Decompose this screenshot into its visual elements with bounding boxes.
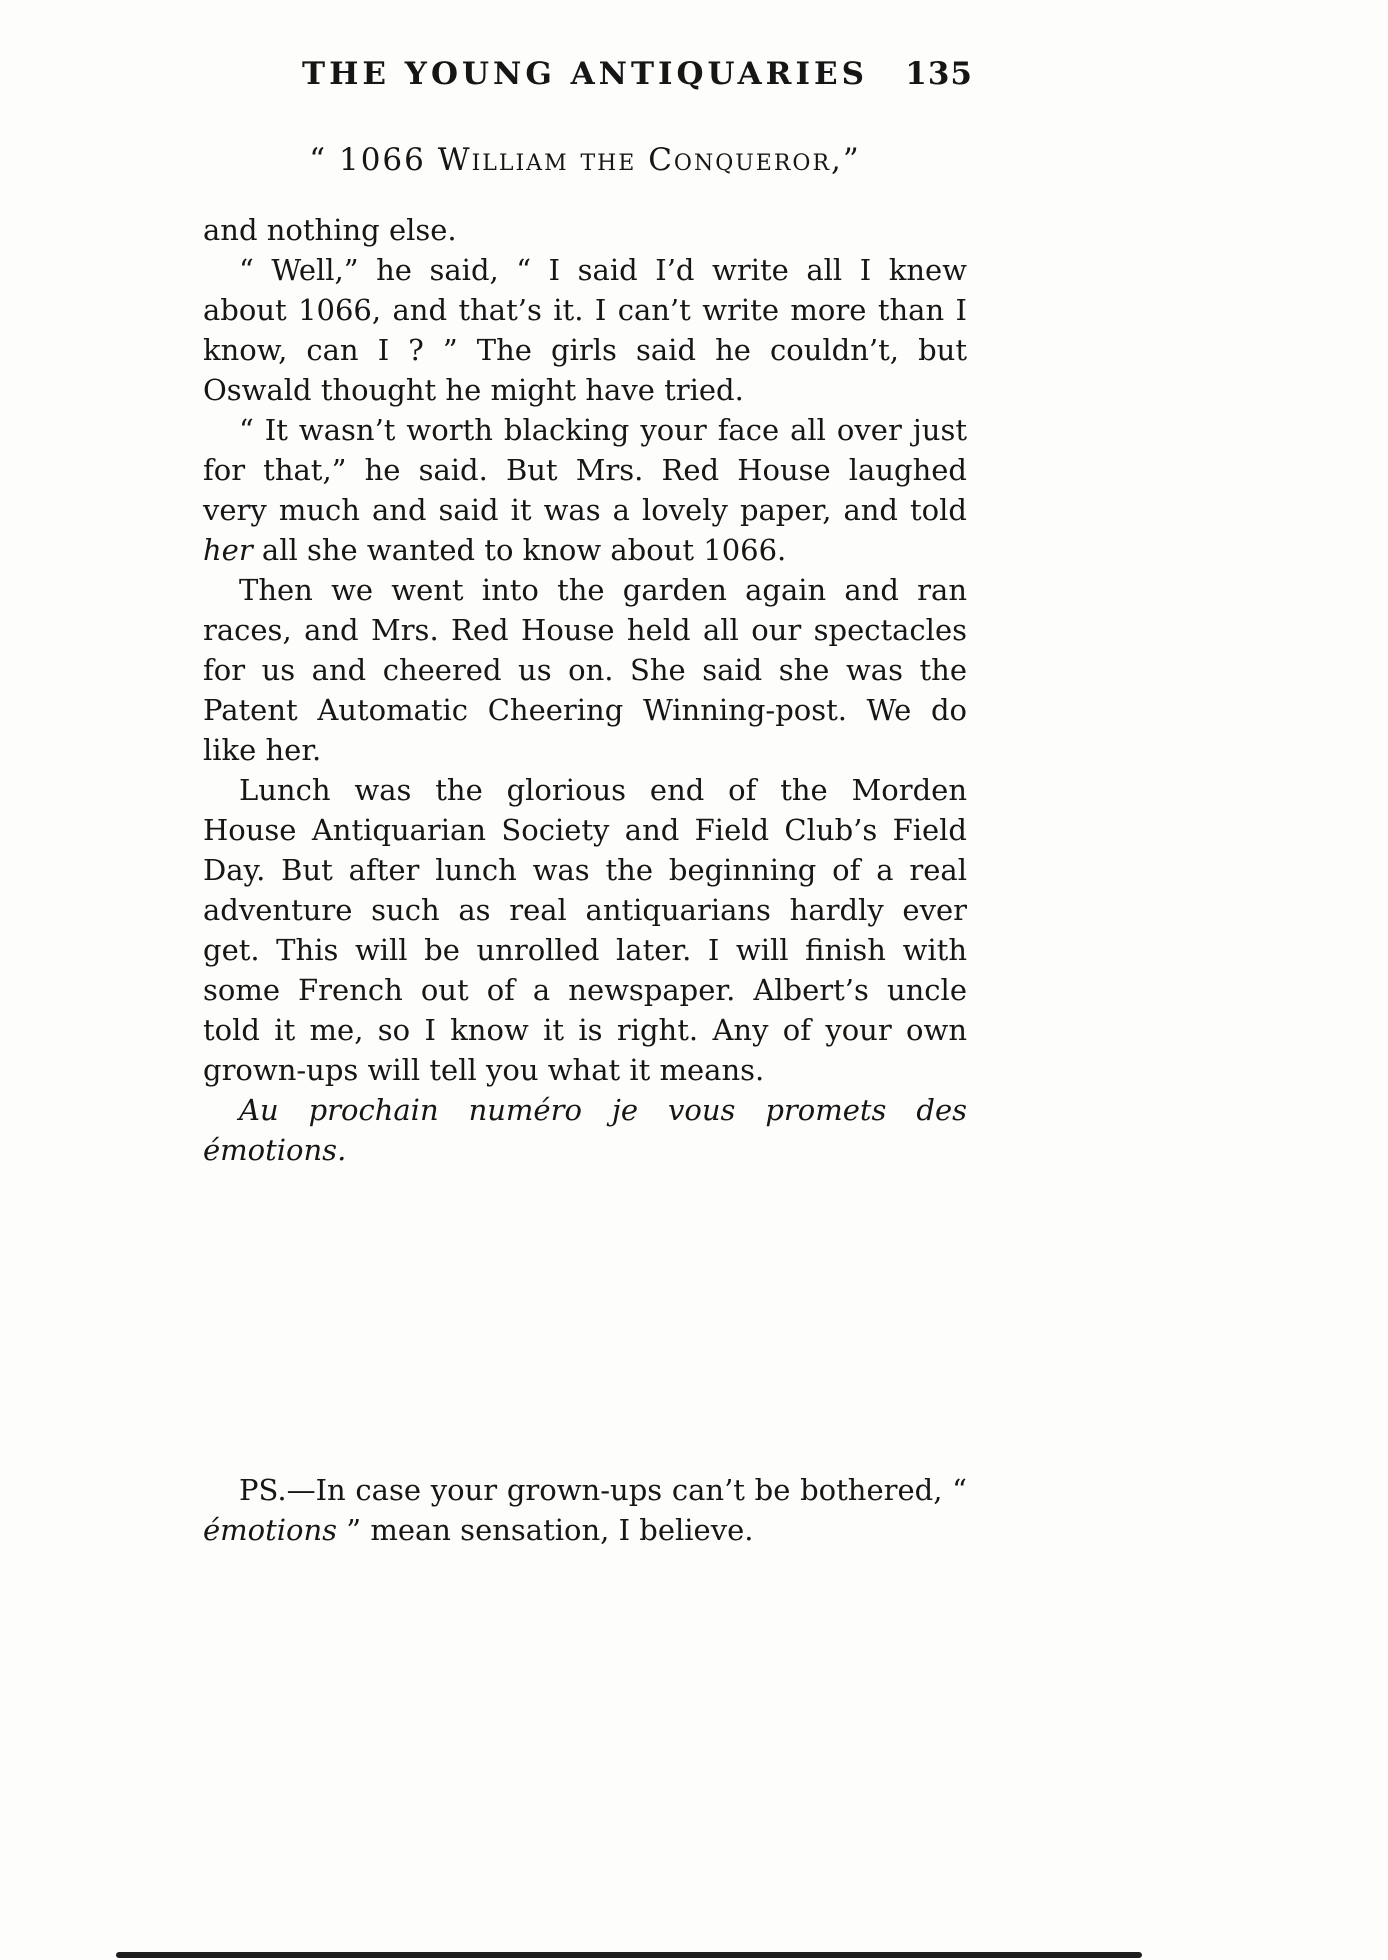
running-title: THE YOUNG ANTIQUARIES [302,56,868,92]
page-number: 135 [905,56,973,92]
text-run: Then we went into the garden again and ran races, and Mrs. Red House held all our spectacles for us and cheered us on. She said she was the Patent Automatic Cheering Winning-post. We do like her. [203,573,967,767]
paragraph [203,1470,967,1550]
text-run: all she wanted to know about 1066. [252,533,787,567]
text-run: Lunch was the glorious end of the Morden House Antiquarian Society and Field Club’s Field Day. But after lunch was the beginning of a real adventure such as real antiquarians hardly ever get. This will be unrolled later. I will finish with some French out of a newspaper. Albert’s uncle told it me, so I know it is right. Any of your own grown-ups will tell you what it means. [203,773,967,1087]
page-header [203,56,973,92]
paragraph [203,250,967,410]
scan-edge-line [116,1952,1142,1958]
paragraph [203,570,967,770]
paragraph [203,770,967,1090]
paragraph [203,1090,967,1170]
text-run: and nothing else. [203,213,457,247]
paragraph [203,410,967,570]
text-run: “ It wasn’t worth blacking your face all over just for that,” he said. But Mrs. Red House laughed very much and said it was a lovely paper, and told [203,413,967,527]
paragraph [203,210,967,250]
italic-run: her [203,533,253,567]
text-run: “ Well,” he said, “ I said I’d write all I knew about 1066, and that’s it. I can’t write more than I know, can I ? ” The girls said he couldn’t, but Oswald thought he might have tried. [203,253,967,407]
text-run: PS.—In case your grown-ups can’t be bothered, “ [239,1473,967,1507]
italic-run: Au prochain numéro je vous promets des émotions. [203,1093,967,1167]
italic-run: émotions [203,1513,338,1547]
section-heading: “ 1066 William the Conqueror,” [309,142,861,178]
text-run: ” mean sensation, I believe. [337,1513,754,1547]
text-column [203,0,973,1550]
body-text [203,210,967,1550]
